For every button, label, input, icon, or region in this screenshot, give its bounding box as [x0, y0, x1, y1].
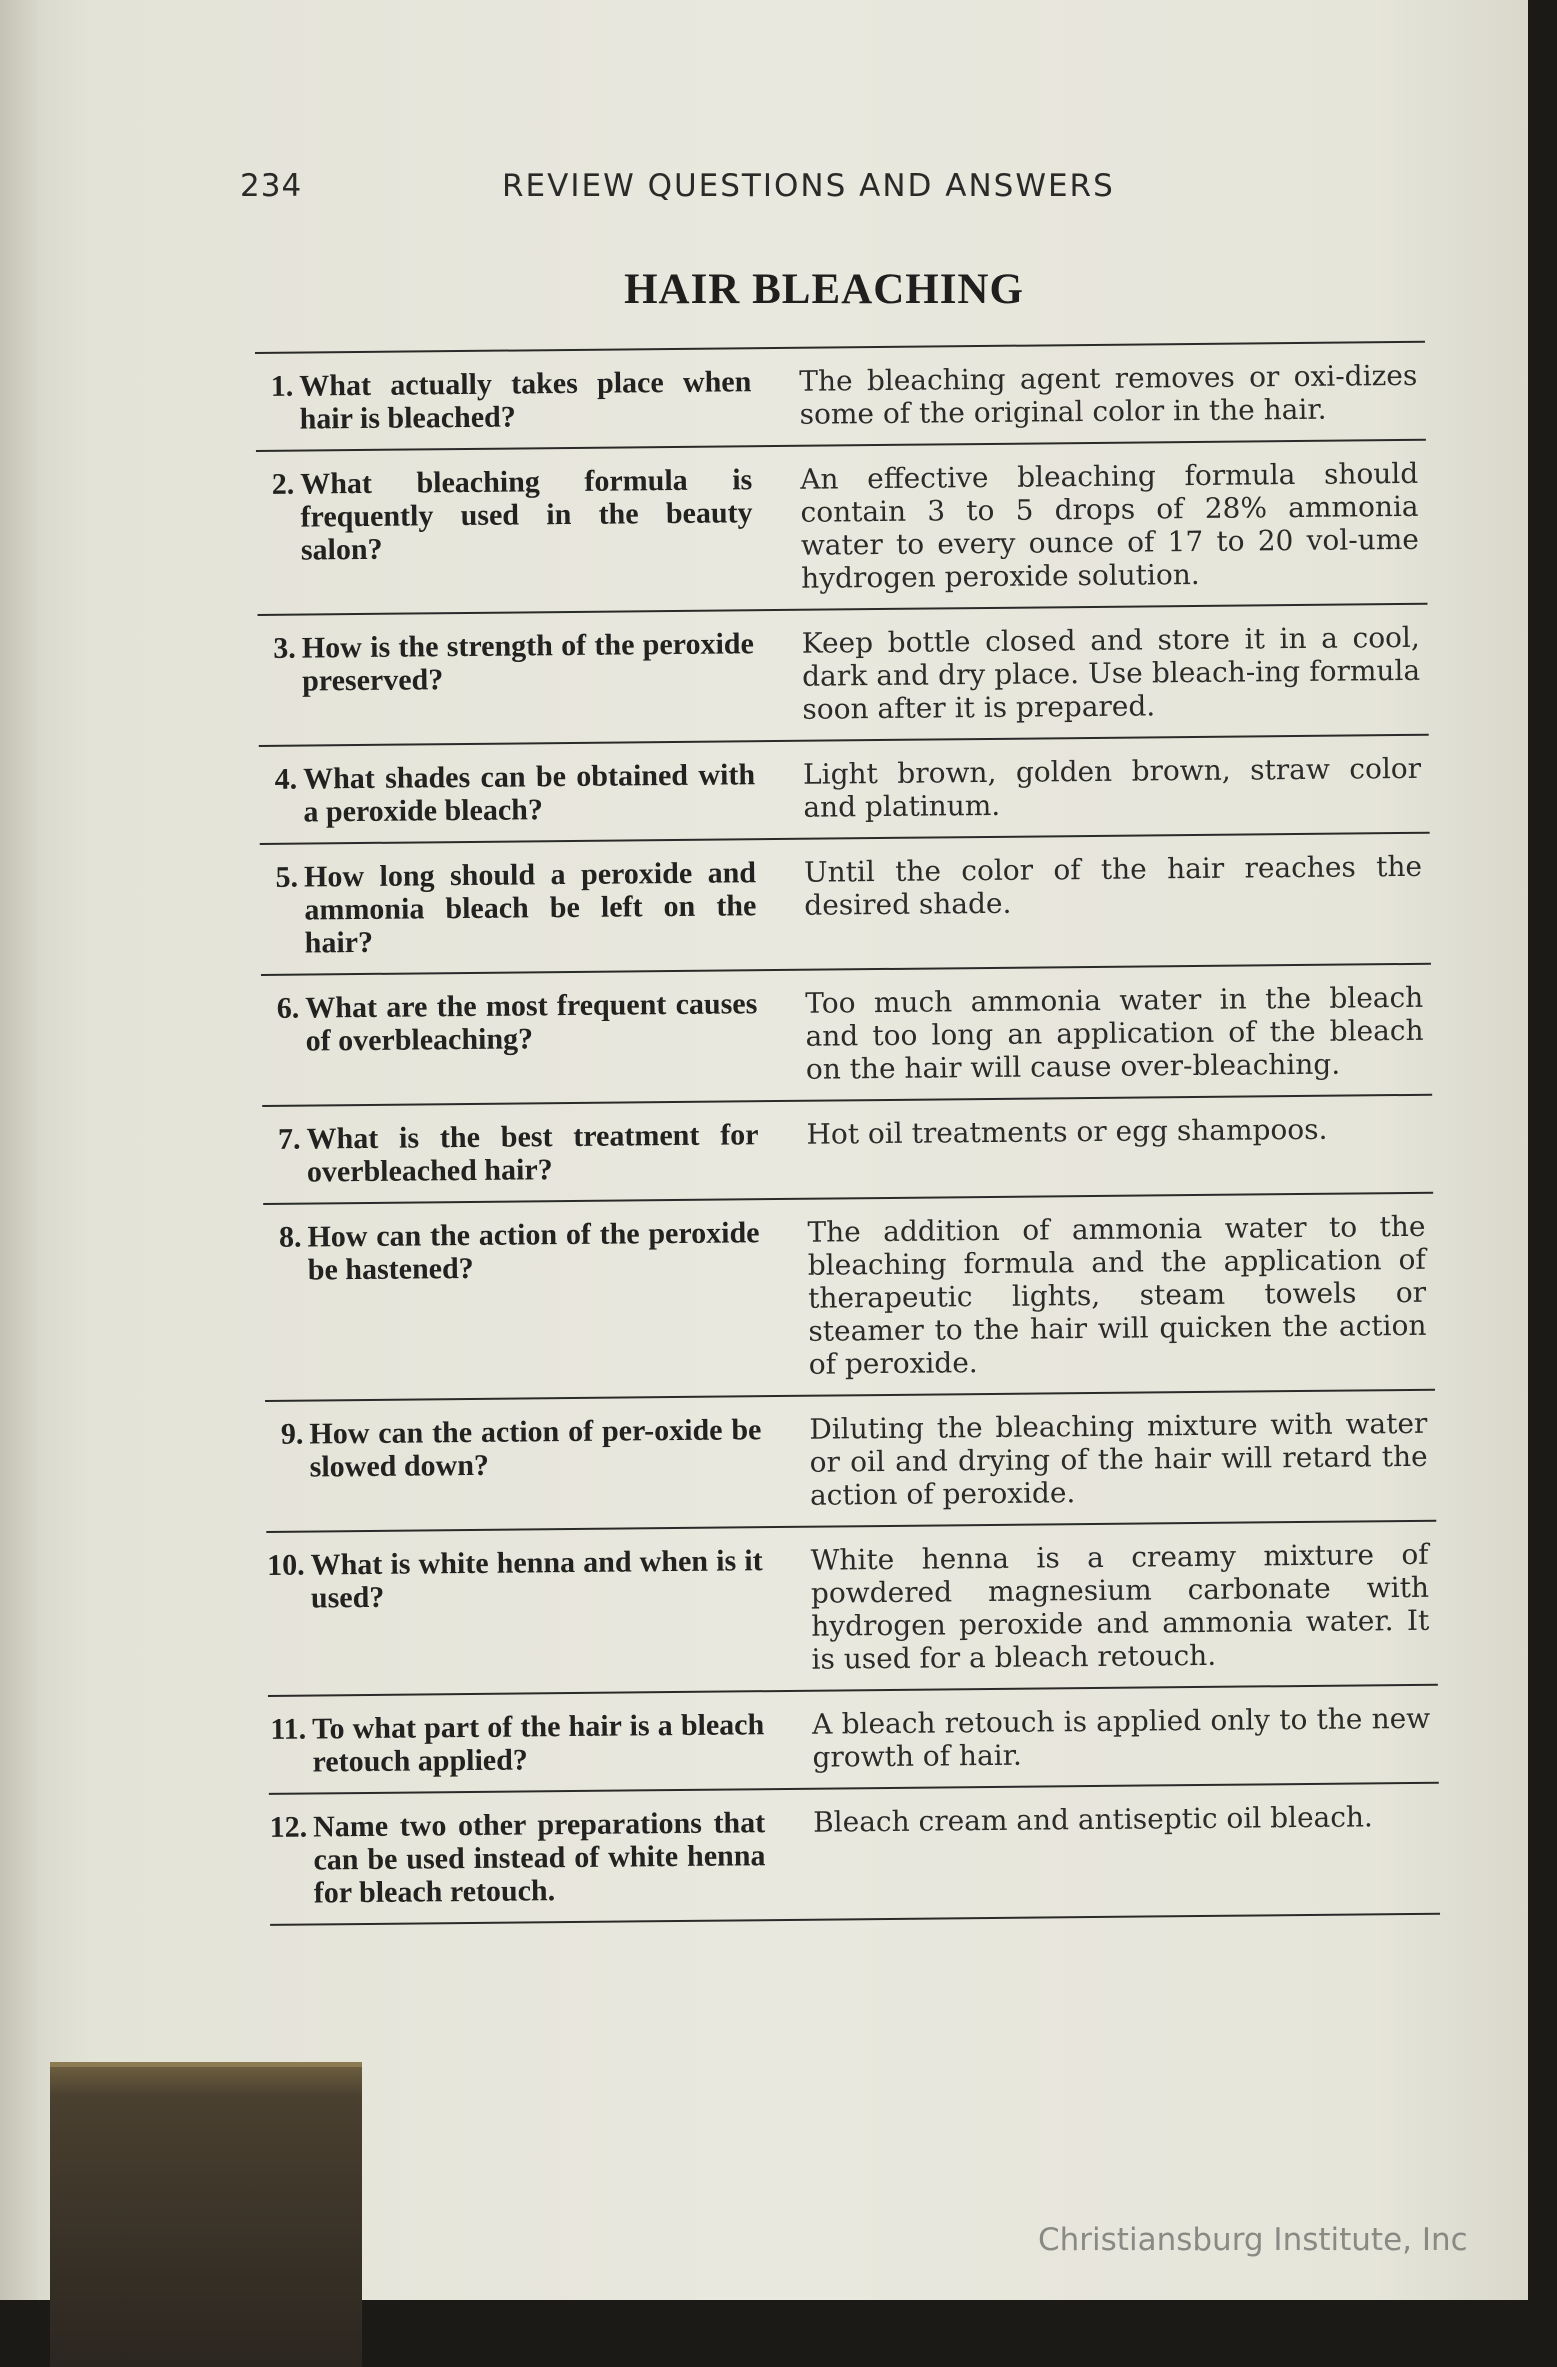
answer-text: Until the color of the hair reaches the desired shade.: [803, 849, 1423, 922]
question-number: 12.: [269, 1810, 308, 1844]
question-text: How long should a peroxide and ammonia bleach be left on the hair?: [303, 856, 757, 960]
question-text: What shades can be obtained with a peroxide bleach?: [302, 758, 756, 829]
question-text: Name two other preparations that can be used instead of white henna for bleach retouch.: [313, 1806, 766, 1910]
qa-row: [266, 1522, 1438, 1695]
answer-text: An effective bleaching formula should contain 3 to 5 drops of 28% ammonia water to every ounce of 17 to 20 vol-ume hydrogen peroxide solution.: [800, 456, 1420, 595]
question-text: How is the strength of the peroxide preserved?: [301, 627, 754, 698]
question-number: 5.: [275, 860, 299, 894]
qa-row: [256, 441, 1428, 614]
answer-text: Keep bottle closed and store it in a cool, dark and dry place. Use bleach-ing formula soon after it is prepared.: [801, 620, 1421, 726]
page-edge: [0, 0, 38, 2300]
question-number: 10.: [266, 1548, 305, 1582]
question-number: 1.: [270, 369, 294, 403]
question-text: What actually takes place when hair is bleached?: [299, 365, 752, 436]
question-text: What bleaching formula is frequently used in the beauty salon?: [300, 463, 753, 567]
answer-text: Too much ammonia water in the bleach and too long an application of the bleach on the hair will cause over-bleaching.: [805, 980, 1424, 1086]
answer-text: The addition of ammonia water to the bleaching formula and the application of therapeutic lights, steam towels or steamer to the hair will quicken the action of peroxide.: [807, 1209, 1427, 1381]
question-number: 11.: [270, 1712, 307, 1746]
question-number: 7.: [277, 1122, 301, 1156]
answer-text: Light brown, golden brown, straw color and platinum.: [802, 751, 1422, 824]
question-number: 4.: [274, 762, 298, 796]
answer-text: Bleach cream and antiseptic oil bleach.: [812, 1800, 1374, 1839]
question-number: 9.: [280, 1417, 304, 1451]
thumb-tab: [50, 2062, 362, 2367]
question-number: 2.: [271, 467, 295, 501]
answer-text: Diluting the bleaching mixture with water or oil and drying of the hair will retard the action of peroxide.: [809, 1406, 1428, 1512]
question-number: 8.: [278, 1220, 302, 1254]
qa-row: [258, 605, 1429, 745]
qa-row: [265, 1391, 1436, 1531]
answer-text: White henna is a creamy mixture of powdered magnesium carbonate with hydrogen peroxide and ammonia water. It is used for a bleach retouch.: [810, 1537, 1430, 1676]
qa-row: [269, 1784, 1440, 1924]
answer-text: A bleach retouch is applied only to the new growth of hair.: [812, 1701, 1431, 1774]
question-text: What are the most frequent causes of overbleaching?: [305, 987, 758, 1058]
section-title: HAIR BLEACHING: [624, 266, 1024, 313]
qa-row: [255, 343, 1426, 450]
question-number: 6.: [276, 991, 300, 1025]
question-text: What is the best treatment for overbleached hair?: [306, 1118, 759, 1189]
question-text: To what part of the hair is a bleach retouch applied?: [312, 1708, 765, 1779]
answer-text: Hot oil treatments or egg shampoos.: [806, 1112, 1328, 1151]
page-header: [240, 168, 1240, 208]
running-head: REVIEW QUESTIONS AND ANSWERS: [502, 168, 1115, 204]
qa-row: [263, 1194, 1435, 1400]
qa-row: [260, 834, 1431, 974]
question-number: 3.: [273, 631, 297, 665]
qa-table: [255, 341, 1440, 1926]
watermark: Christiansburg Institute, Inc: [1038, 2222, 1468, 2258]
question-text: How can the action of the peroxide be hastened?: [307, 1216, 760, 1287]
question-text: What is white henna and when is it used?: [310, 1544, 763, 1615]
qa-row: [261, 965, 1432, 1105]
qa-row: [268, 1686, 1439, 1793]
question-text: How can the action of per-oxide be slowed down?: [309, 1413, 762, 1484]
answer-text: The bleaching agent removes or oxi-dizes some of the original color in the hair.: [799, 358, 1418, 431]
page-number: 234: [240, 168, 303, 204]
qa-row: [262, 1096, 1433, 1203]
qa-row: [259, 736, 1430, 843]
